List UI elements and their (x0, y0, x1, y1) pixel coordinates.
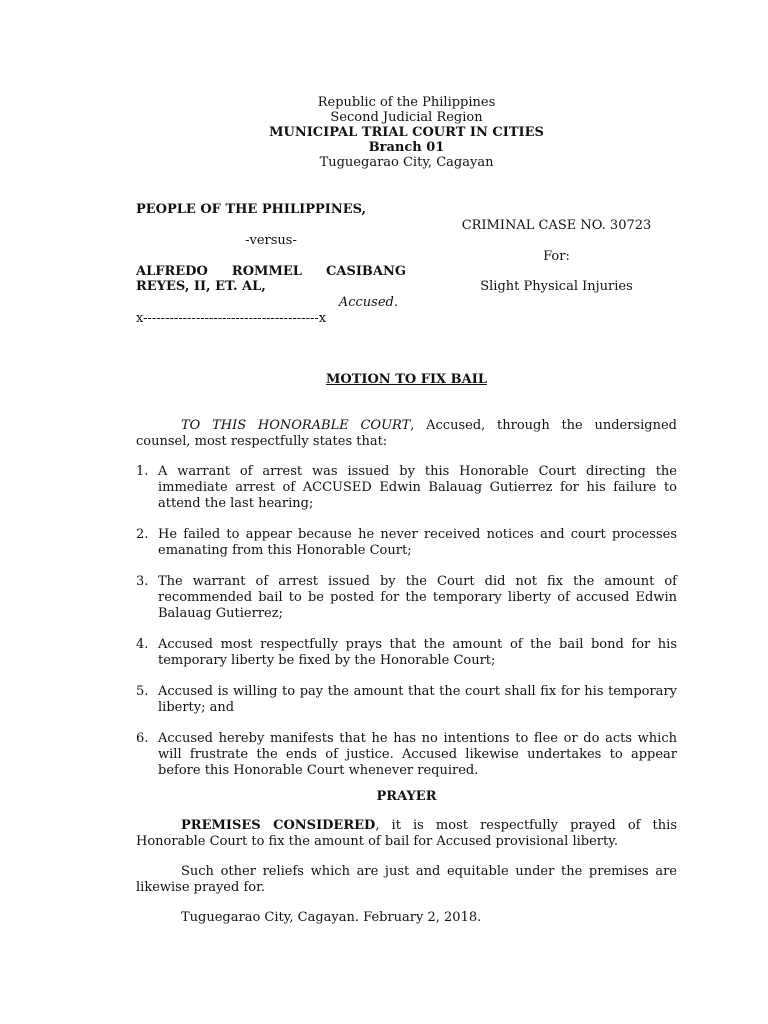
for-label: For: (543, 249, 570, 264)
item-text: Accused most respectfully prays that the amount of the bail bond for his temporary liberty be fixed by the Honorable Court; (158, 637, 677, 668)
plaintiff-name: PEOPLE OF THE PHILIPPINES, (136, 202, 367, 217)
list-item (136, 574, 677, 622)
prayer-text: , it is most respectfully prayed of this Honorable Court to fix the amount of bail for Accused provisional liberty. (136, 818, 677, 849)
other-reliefs-paragraph (136, 864, 677, 896)
motion-title: MOTION TO FIX BAIL (326, 372, 487, 387)
allegations-list (136, 464, 677, 794)
item-text: He failed to appear because he never received notices and court processes emanating from this Honorable Court; (158, 527, 677, 558)
item-number: 3. (136, 574, 149, 589)
accused-word-1: ALFREDO (136, 264, 208, 279)
accused-name-line1 (136, 264, 406, 280)
list-item (136, 684, 677, 716)
header-region: Second Judicial Region (330, 110, 483, 125)
item-text: Accused is willing to pay the amount that the court shall fix for his temporary liberty; and (158, 684, 677, 715)
intro-text: , Accused, through the undersigned counsel, most respectfully states that: (136, 418, 677, 449)
place-date: Tuguegarao City, Cagayan. February 2, 2018. (181, 910, 482, 925)
versus-label: -versus- (245, 233, 297, 248)
header-branch: Branch 01 (368, 140, 445, 155)
intro-addressee: TO THIS HONORABLE COURT (181, 418, 411, 433)
header-court: MUNICIPAL TRIAL COURT IN CITIES (269, 125, 544, 140)
accused-word-2: ROMMEL (231, 264, 302, 279)
item-text: Accused hereby manifests that he has no intentions to flee or do acts which will frustrate the ends of justice. Accused likewise undertakes to appear before this Honorable Court whenever required. (158, 731, 677, 778)
header-city: Tuguegarao City, Cagayan (319, 155, 494, 170)
list-item (136, 637, 677, 669)
accused-word-3: CASIBANG (326, 264, 406, 279)
case-number: CRIMINAL CASE NO. 30723 (461, 218, 652, 233)
list-item (136, 527, 677, 559)
item-text: The warrant of arrest issued by the Court did not fix the amount of recommended bail to be posted for the temporary liberty of accused Edwin Balauag Gutierrez; (158, 574, 677, 621)
intro-paragraph (136, 418, 677, 450)
item-number: 5. (136, 684, 149, 699)
list-item (136, 731, 677, 779)
item-number: 2. (136, 527, 149, 542)
prayer-heading: PRAYER (376, 789, 437, 804)
list-item (136, 464, 677, 512)
offense: Slight Physical Injuries (480, 279, 633, 294)
court-header (136, 95, 677, 170)
prayer-paragraph (136, 818, 677, 850)
item-number: 4. (136, 637, 149, 652)
accused-label: Accused. (338, 295, 398, 310)
caption-separator: x----------------------------------------x (136, 311, 327, 326)
document-page (136, 0, 677, 1024)
item-text: A warrant of arrest was issued by this Honorable Court directing the immediate arrest of ACCUSED Edwin Balauag Gutierrez for his failure to attend the last hearing; (158, 464, 677, 511)
prayer-lead: PREMISES CONSIDERED (181, 818, 376, 833)
other-reliefs-text: Such other reliefs which are just and equitable under the premises are likewise prayed for. (136, 864, 677, 895)
place-date-paragraph (136, 910, 677, 926)
item-number: 6. (136, 731, 149, 746)
header-republic: Republic of the Philippines (317, 95, 496, 110)
accused-name-line2: REYES, II, ET. AL, (136, 279, 266, 294)
item-number: 1. (136, 464, 149, 479)
